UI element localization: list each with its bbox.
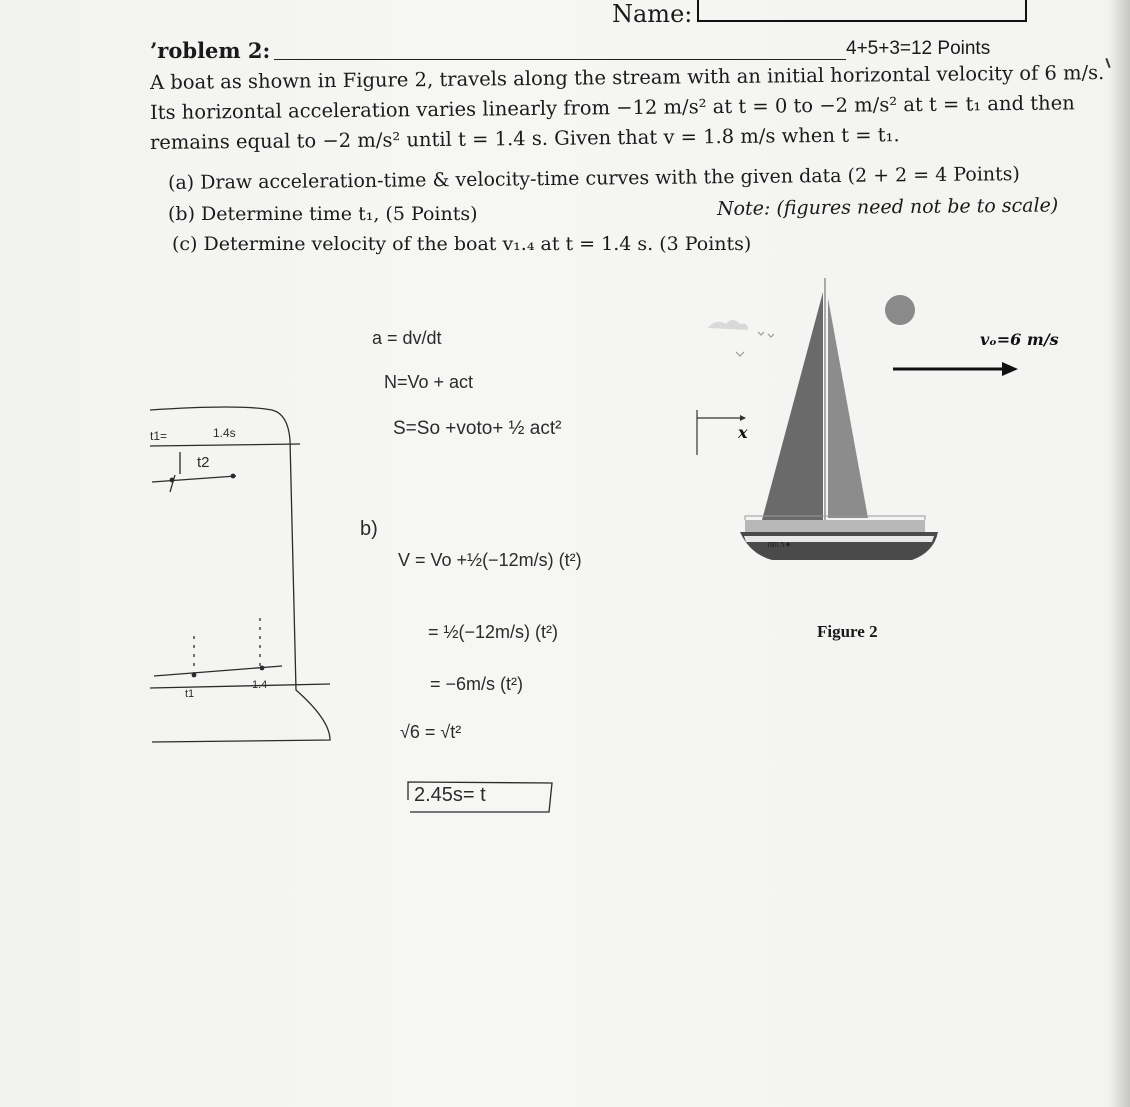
statement-line-3: remains equal to −2 m/s² until t = 1.4 s. Given that v = 1.8 m/s when t = t₁. (149, 123, 900, 154)
points-total: 4+5+3=12 Points (846, 38, 991, 59)
part-b-label: b) (360, 518, 378, 540)
eq-displacement: S=So +voto+ ½ act² (393, 418, 562, 439)
sketch-axis (150, 684, 330, 688)
work-line-2: = ½(−12m/s) (t²) (428, 622, 559, 642)
statement-line-2: Its horizontal acceleration varies linearly from −12 m/s² at t = 0 to −2 m/s² at t = t₁ and then (149, 91, 1075, 124)
part-c: (c) Determine velocity of the boat v₁.₄ at t = 1.4 s. (3 Points) (172, 233, 752, 255)
work-line-3: = −6m/s (t²) (430, 674, 524, 694)
part-b: (b) Determine time t₁, (5 Points) (168, 203, 478, 225)
sketch-top-rule (150, 444, 300, 446)
sketch-label-14s: 1.4s (213, 426, 236, 440)
part-a: (a) Draw acceleration-time & velocity-time curves with the given data (2 + 2 = 4 Points) (167, 163, 1020, 194)
work-line-1: V = Vo +½(−12m/s) (t²) (398, 550, 582, 570)
x-axis-label: x (738, 423, 748, 442)
name-label: Name: (612, 0, 693, 28)
sketch-label-t2: t2 (197, 454, 210, 471)
problem-title: ’roblem 2: (150, 38, 271, 63)
figure-caption: Figure 2 (817, 622, 878, 641)
sketch-label-t1-axis: t1 (185, 688, 195, 700)
note-text: Note: (figures need not be to scale) (716, 194, 1059, 220)
statement-line-1: A boat as shown in Figure 2, travels along the stream with an initial horizontal velocity of 6 m/s. (149, 61, 1105, 94)
work-line-4: √6 = √t² (400, 722, 462, 742)
eq-a-dvdt: a = dv/dt (372, 328, 442, 348)
eq-velocity: N=Vo + act (384, 372, 474, 392)
hull-marking: ᗰᗰ 5♦ (768, 541, 792, 549)
sketch-label-t1: t1= (150, 429, 168, 443)
sketch-label-14-axis: 1.4 (252, 679, 268, 691)
final-answer: 2.45s= t (414, 784, 486, 806)
sketch-frame (150, 407, 330, 742)
velocity-label: vₒ=6 m/s (980, 330, 1059, 349)
sketch-acc-line (152, 476, 236, 482)
